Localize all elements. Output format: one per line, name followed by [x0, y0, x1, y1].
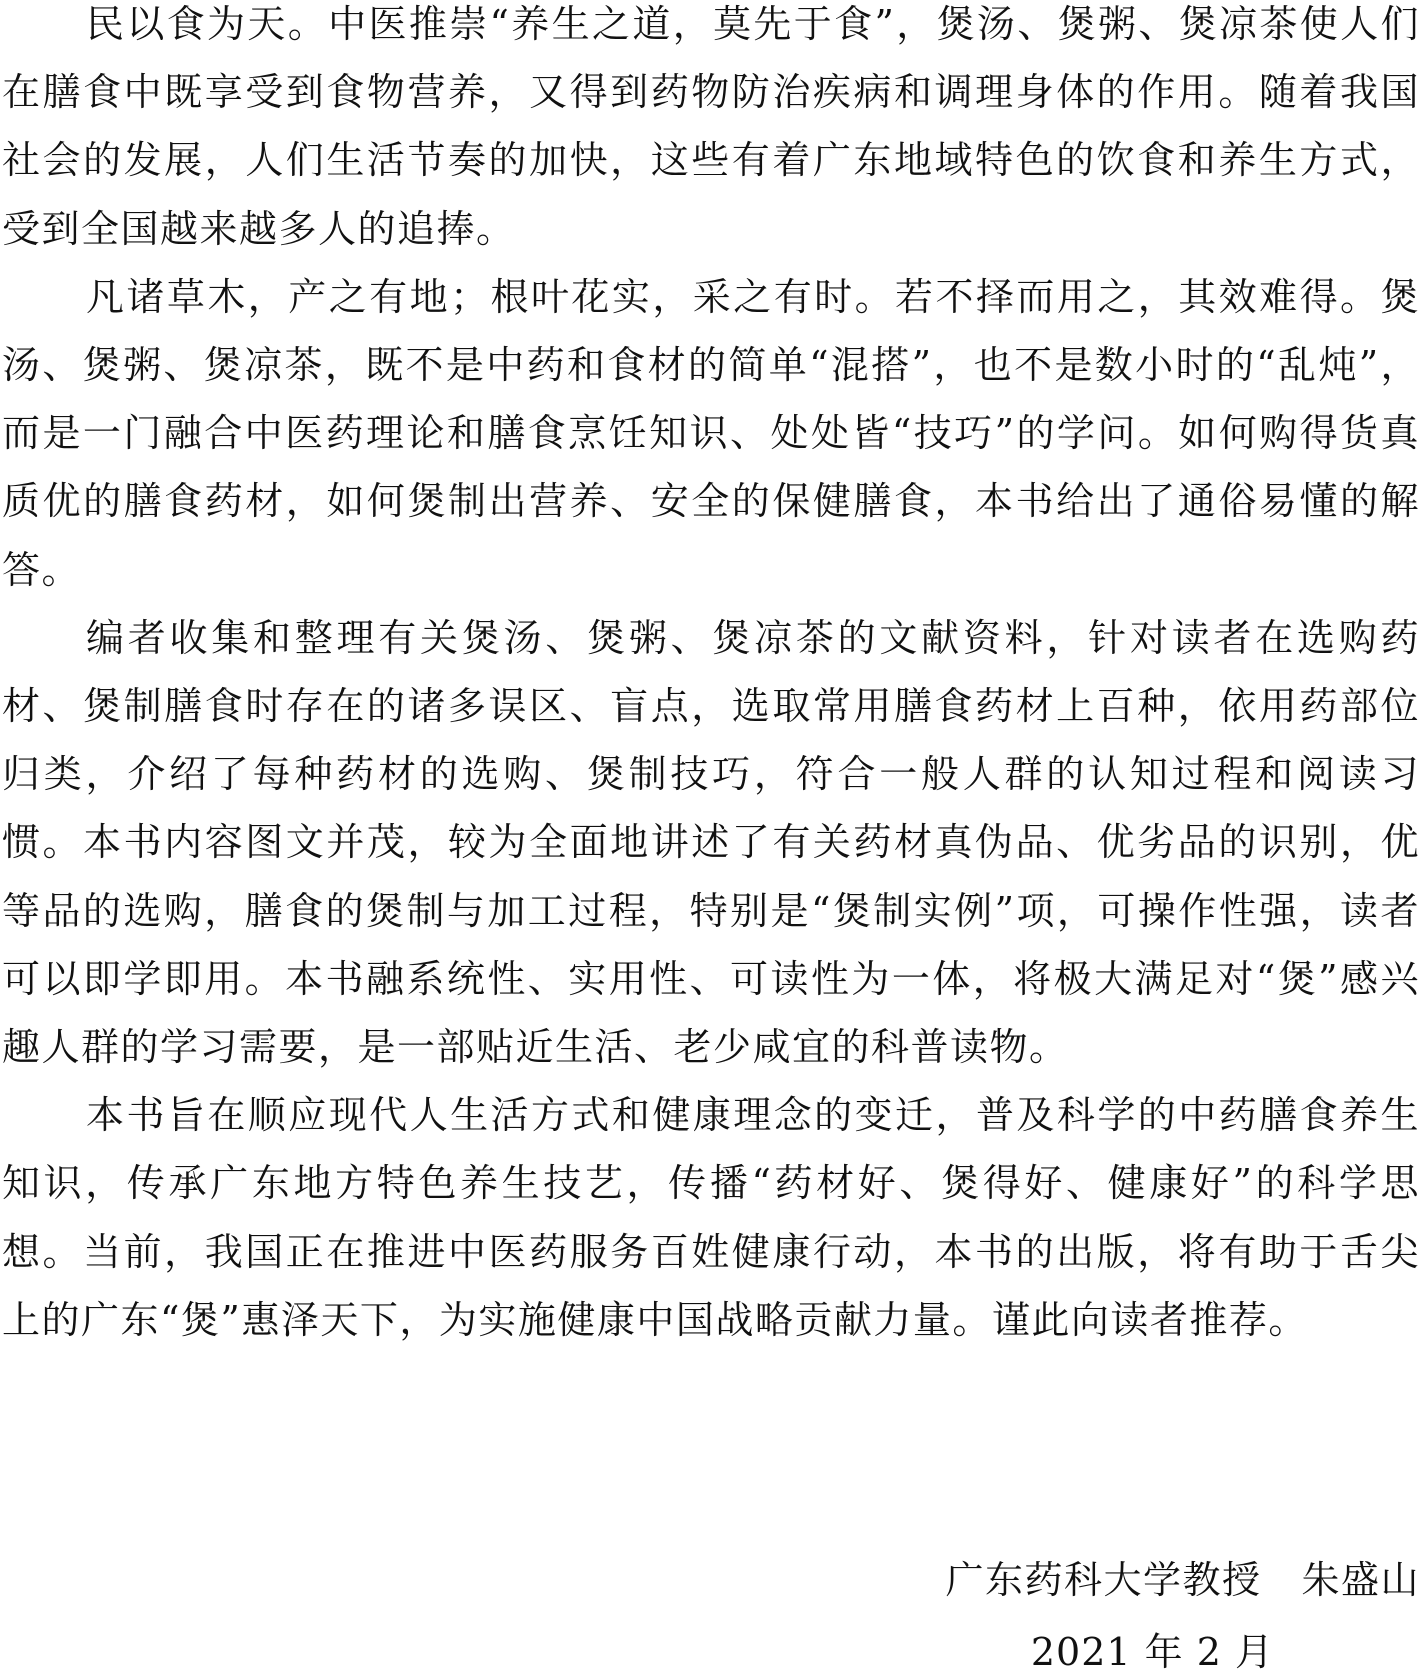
paragraph-3: 编者收集和整理有关煲汤、煲粥、煲凉茶的文献资料，针对读者在选购药材、煲制膳食时存在的诸多误区、盲点，选取常用膳食药材上百种，依用药部位归类，介绍了每种药材的选购、煲制技巧，符合一般人群的认知过程和阅读习惯。本书内容图文并茂，较为全面地讲述了有关药材真伪品、优劣品的识别，优等品的选购，膳食的煲制与加工过程，特别是“煲制实例”项，可操作性强，读者可以即学即用。本书融系统性、实用性、可读性为一体，将极大满足对“煲”感兴趣人群的学习需要，是一部贴近生活、老少咸宜的科普读物。	[2, 615, 1420, 1070]
author-name: 朱盛山	[1301, 1558, 1420, 1602]
paragraph-2: 凡诸草木，产之有地；根叶花实，采之有时。若不择而用之，其效难得。煲汤、煲粥、煲凉茶，既不是中药和食材的简单“混搭”，也不是数小时的“乱炖”，而是一门融合中医药理论和膳食烹饪知识、处处皆“技巧”的学问。如何购得货真质优的膳食药材，如何煲制出营养、安全的保健膳食，本书给出了通俗易懂的解答。	[2, 274, 1420, 592]
document-date: 2021 年 2 月	[1030, 1630, 1274, 1674]
author-signature	[945, 1556, 1420, 1604]
paragraph-4: 本书旨在顺应现代人生活方式和健康理念的变迁，普及科学的中药膳食养生知识，传承广东地方特色养生技艺，传播“药材好、煲得好、健康好”的科学思想。当前，我国正在推进中医药服务百姓健康行动，本书的出版，将有助于舌尖上的广东“煲”惠泽天下，为实施健康中国战略贡献力量。谨此向读者推荐。	[2, 1093, 1420, 1342]
author-title: 广东药科大学教授	[945, 1558, 1262, 1602]
paragraph-1: 民以食为天。中医推崇“养生之道，莫先于食”，煲汤、煲粥、煲凉茶使人们在膳食中既享受到食物营养，又得到药物防治疾病和调理身体的作用。随着我国社会的发展，人们生活节奏的加快，这些有着广东地域特色的饮食和养生方式，受到全国越来越多人的追捧。	[2, 2, 1420, 251]
preface-body	[2, 0, 1420, 1354]
